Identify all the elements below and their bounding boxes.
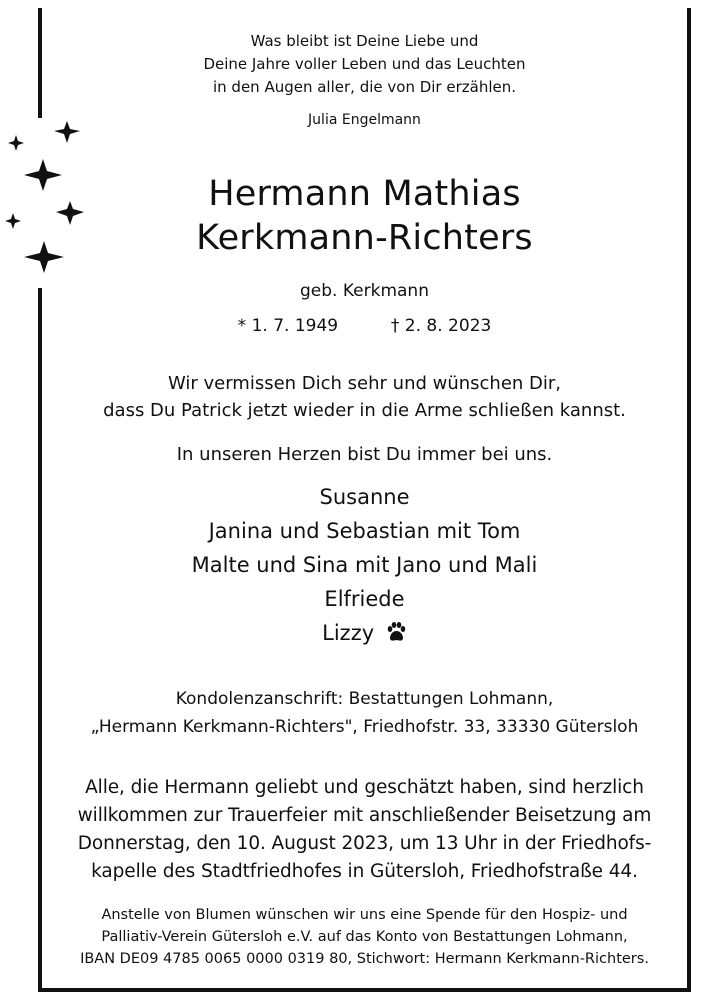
ceremony-line: kapelle des Stadtfriedhofes in Gütersloh, Friedhofstraße 44. — [91, 861, 638, 882]
closing-line: In unseren Herzen bist Du immer bei uns. — [176, 444, 553, 465]
donation-line: Anstelle von Blumen wünschen wir uns eine Spende für den Hospiz- und — [101, 907, 628, 923]
star-icon — [5, 213, 21, 229]
poem-line: in den Augen aller, die von Dir erzählen. — [212, 78, 517, 96]
poem-line: Deine Jahre voller Leben und das Leuchten — [203, 55, 526, 73]
poem-line: Was bleibt ist Deine Liebe und — [250, 32, 479, 50]
birth-name: geb. Kerkmann — [300, 281, 429, 301]
poem-author: Julia Engelmann — [308, 112, 421, 128]
name-line: Kerkmann-Richters — [196, 218, 533, 258]
condolence-line: „Hermann Kerkmann-Richters", Friedhofstr. 33, 33330 Gütersloh — [90, 717, 639, 737]
family-member: Elfriede — [324, 587, 405, 611]
deceased-name — [42, 172, 687, 260]
family-member: Lizzy — [322, 621, 375, 645]
condolence-address — [42, 685, 687, 741]
name-line: Hermann Mathias — [208, 174, 521, 214]
message-line: Wir vermissen Dich sehr und wünschen Dir, — [167, 373, 562, 394]
family-member-row — [42, 616, 687, 650]
star-icon — [8, 135, 24, 151]
family-member: Susanne — [319, 485, 410, 509]
condolence-line: Kondolenzanschrift: Bestattungen Lohmann, — [175, 689, 554, 709]
death-date: † 2. 8. 2023 — [390, 316, 492, 336]
donation-line: Palliativ-Verein Gütersloh e.V. auf das Konto von Bestattungen Lohmann, — [101, 929, 628, 945]
farewell-message — [42, 370, 687, 424]
donation-info — [42, 904, 687, 970]
poem — [42, 30, 687, 99]
birth-date: * 1. 7. 1949 — [237, 316, 339, 336]
ceremony-line: Donnerstag, den 10. August 2023, um 13 Uhr in der Friedhofs- — [77, 833, 652, 854]
family-member: Janina und Sebastian mit Tom — [208, 519, 521, 543]
message-line: dass Du Patrick jetzt wieder in die Arme schließen kannst. — [103, 400, 626, 421]
donation-line: IBAN DE09 4785 0065 0000 0319 80, Stichwort: Hermann Kerkmann-Richters. — [80, 951, 649, 967]
family-member: Malte und Sina mit Jano und Mali — [191, 553, 538, 577]
ceremony-line: Alle, die Hermann geliebt und geschätzt haben, sind herzlich — [85, 777, 644, 798]
family-list — [42, 480, 687, 650]
ceremony-line: willkommen zur Trauerfeier mit anschließender Beisetzung am — [77, 805, 652, 826]
paw-icon — [385, 621, 407, 643]
ceremony-info — [42, 774, 687, 886]
life-dates — [42, 316, 687, 336]
